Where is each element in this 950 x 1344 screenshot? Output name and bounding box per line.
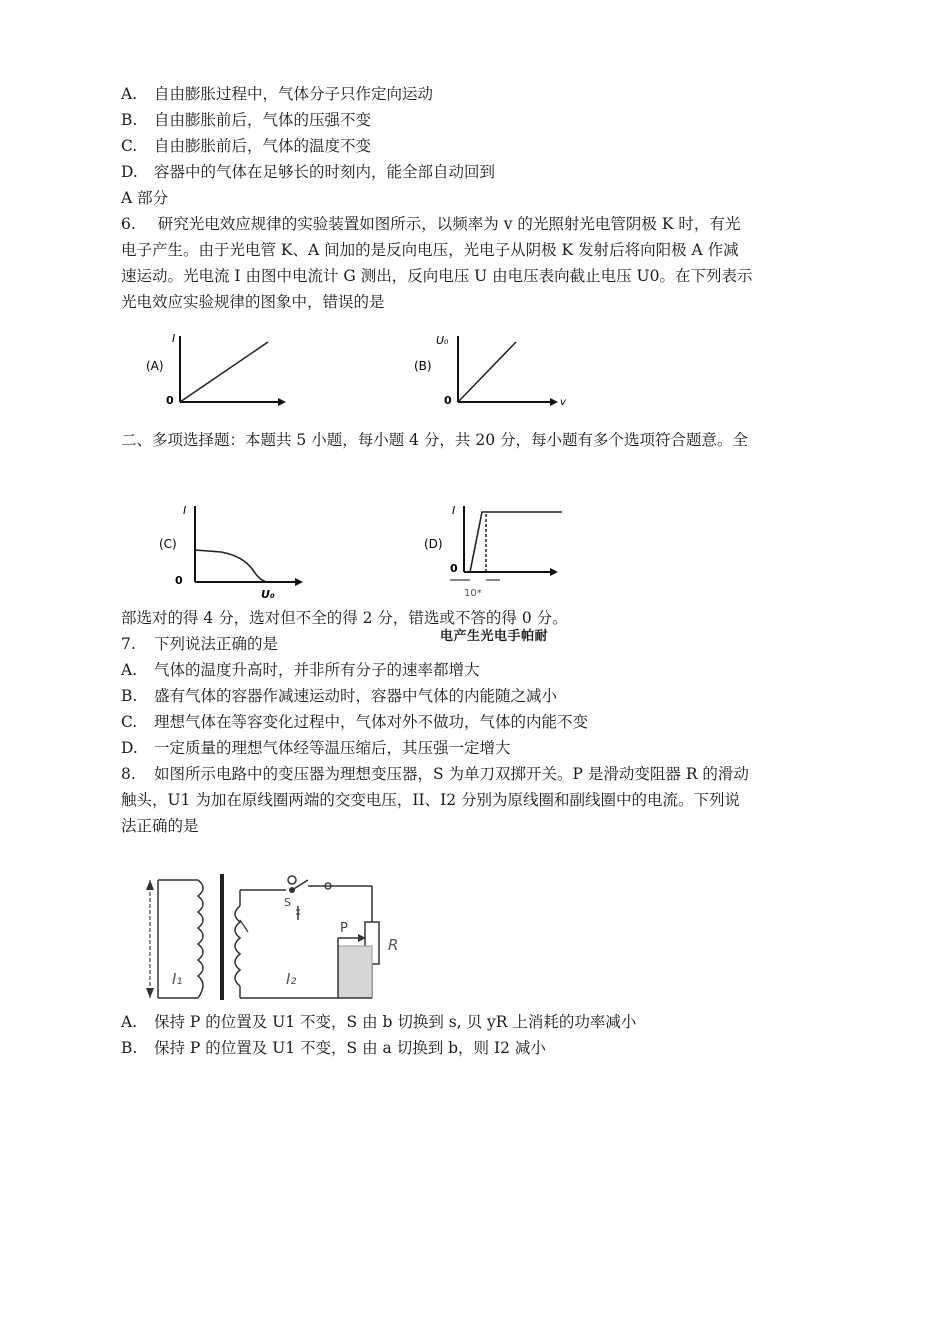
q6-stem: 研究光电效应规律的实验装置如图所示，以频率为 v 的光照射光电管阴极 K 时，有光	[157, 215, 741, 233]
graph-a-ylabel: I	[172, 332, 176, 345]
q7-option-b	[121, 686, 557, 706]
option-text: 一定质量的理想气体经等温压缩后，其压强一定增大	[154, 739, 511, 757]
transformer-circuit	[140, 860, 410, 1005]
option-text: 容器中的气体在足够长的时刻内，能全部自动回到	[154, 163, 496, 181]
graph-d-xlabel: 10*	[464, 588, 482, 599]
option-letter: B.	[121, 1039, 138, 1057]
graph-c-curve	[195, 550, 267, 582]
option-text: 自由膨胀前后，气体的压强不变	[154, 111, 372, 129]
graph-b-tag: (B)	[414, 359, 432, 373]
q8-option-a	[121, 1012, 636, 1032]
option-text: 自由膨胀过程中，气体分子只作定向运动	[154, 85, 434, 103]
graph-d	[420, 500, 570, 600]
arrow-up-icon	[146, 880, 154, 890]
tap-wire	[240, 920, 248, 932]
switch-contact-a	[288, 876, 296, 884]
graph-a	[140, 330, 290, 415]
q5-option-d	[121, 162, 495, 182]
slider-region	[338, 946, 372, 998]
q5-option-c	[121, 136, 371, 156]
graph-d-tag: (D)	[424, 537, 443, 551]
q8-line-3: 法正确的是	[121, 817, 199, 835]
graph-c-tag: (C)	[159, 537, 177, 551]
i1-label: I₁	[172, 970, 183, 988]
arrow-right-icon	[295, 578, 303, 586]
option-text: 理想气体在等容变化过程中，气体对外不做功，气体的内能不变	[154, 713, 589, 731]
graph-a-curve	[180, 342, 268, 402]
q7-option-c	[121, 712, 588, 732]
p-label: P	[340, 921, 348, 936]
q6-line-1	[121, 214, 740, 234]
arrow-right-icon	[550, 398, 558, 406]
switch-blade	[292, 880, 308, 890]
graph-c-ylabel: I	[183, 504, 187, 517]
option-text: 气体的温度升高时，并非所有分子的速率都增大	[154, 661, 480, 679]
graph-d-ylabel: I	[452, 504, 456, 517]
option-letter: D.	[121, 739, 138, 757]
q8-line-2: 触头，U1 为加在原线圈两端的交变电压，II、I2 分别为原线圈和副线圈中的电流。下列说	[121, 791, 741, 809]
option-letter: B.	[121, 111, 138, 129]
graph-b-curve	[458, 342, 516, 402]
secondary-coil	[235, 906, 240, 986]
q7-option-d	[121, 738, 511, 758]
question-number: 8.	[121, 765, 136, 783]
option-text: 盛有气体的容器作减速运动时，容器中气体的内能随之减小	[154, 687, 558, 705]
option-text: 保持 P 的位置及 U1 不变，S 由 b 切换到 s, 贝 yR 上消耗的功率减小	[154, 1013, 637, 1031]
option-letter: A.	[121, 1013, 138, 1031]
question-number: 7.	[121, 635, 136, 653]
graph-d-origin: 0	[450, 562, 458, 575]
i2-label: I₂	[286, 970, 297, 988]
q5-option-b	[121, 110, 371, 130]
r-label: R	[388, 936, 399, 954]
arrow-right-icon	[550, 568, 558, 576]
graph-a-origin: 0	[166, 394, 174, 407]
graph-b	[410, 330, 570, 415]
arrow-right-icon	[278, 398, 286, 406]
q6-line-4: 光电效应实验规律的图象中，错误的是	[121, 293, 385, 311]
q8-option-b	[121, 1038, 546, 1058]
option-text: 保持 P 的位置及 U1 不变，S 由 a 切换到 b，则 I2 减小	[154, 1039, 546, 1057]
option-letter: B.	[121, 687, 138, 705]
q5-option-a	[121, 84, 433, 104]
section-2-heading: 二、多项选择题：本题共 5 小题，每小题 4 分，共 20 分，每小题有多个选项符合题意。全	[121, 431, 749, 449]
section-2-continuation: 部选对的得 4 分，选对但不全的得 2 分，错选或不答的得 0 分。	[121, 609, 568, 627]
q8-stem: 如图所示电路中的变压器为理想变压器，S 为单刀双掷开关。P 是滑动变阻器 R 的滑动	[154, 765, 749, 783]
q7-option-a	[121, 660, 480, 680]
q6-line-2: 电子产生。由于光电管 K、A 间加的是反向电压，光电子从阴极 K 发射后将向阳极 A 作减	[121, 241, 739, 259]
q5-continuation: A 部分	[121, 189, 169, 207]
option-letter: A.	[121, 85, 138, 103]
graph-b-ylabel: U₀	[436, 334, 449, 347]
arrow-down-icon	[146, 988, 154, 998]
graph-d-curve	[470, 512, 562, 572]
option-letter: D.	[121, 163, 138, 181]
graph-c	[145, 500, 310, 605]
question-number: 6.	[121, 215, 136, 233]
graph-a-tag: (A)	[146, 359, 164, 373]
overlay-caption: 电产生光电手帕耐	[440, 629, 549, 644]
option-letter: C.	[121, 713, 138, 731]
graph-b-xlabel: v	[560, 397, 566, 408]
graph-c-origin: 0	[175, 574, 183, 587]
q7-stem-line	[121, 634, 278, 654]
primary-coil	[198, 880, 203, 998]
graph-b-origin: 0	[444, 394, 452, 407]
q7-stem: 下列说法正确的是	[154, 635, 279, 653]
option-letter: C.	[121, 137, 138, 155]
option-text: 自由膨胀前后，气体的温度不变	[154, 137, 372, 155]
graph-c-xlabel: U₀	[261, 588, 275, 601]
q6-line-3: 速运动。光电流 I 由图中电流计 G 测出，反向电压 U 由电压表向截止电压 U0。在下列表示	[121, 267, 753, 285]
s-label: S	[284, 896, 291, 909]
q8-line-1	[121, 764, 749, 784]
option-letter: A.	[121, 661, 138, 679]
